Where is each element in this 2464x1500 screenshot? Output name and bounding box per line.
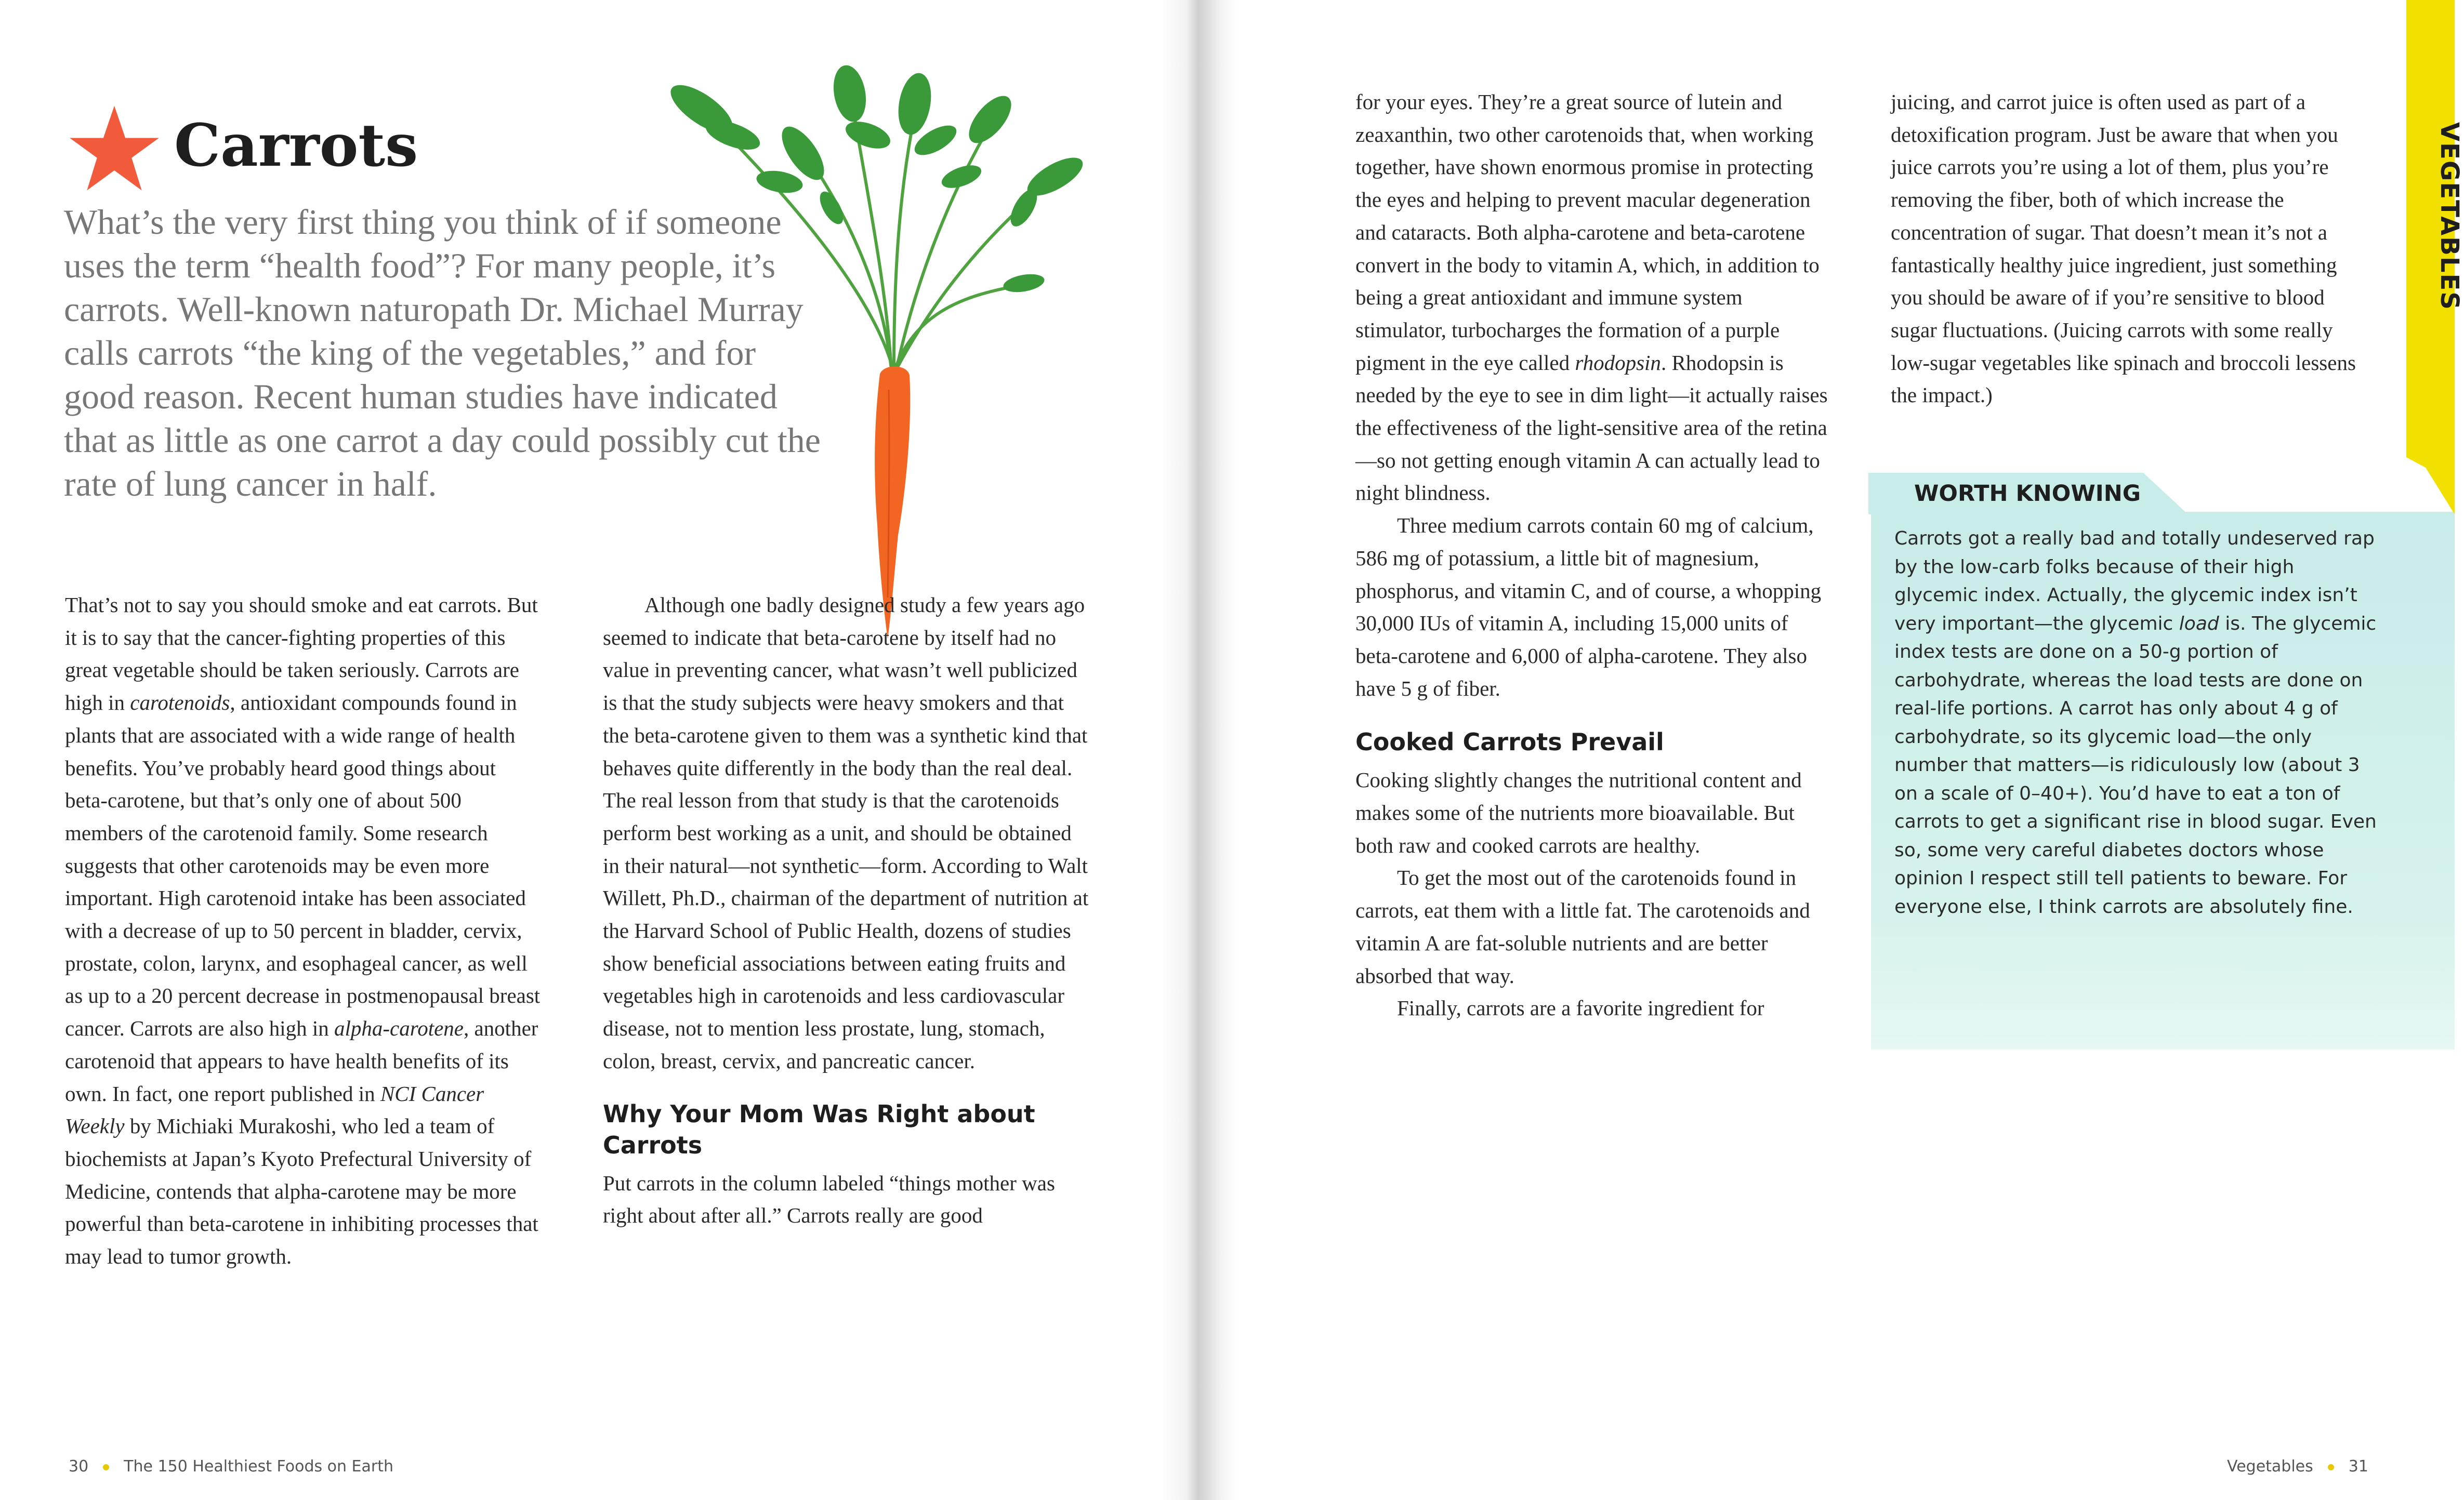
paragraph: To get the most out of the carotenoids found in carrots, eat them with a little fat. The carotenoids and vitamin A are fat-soluble nutrients and are better absorbed that way. [1355, 866, 1810, 988]
section-heading: Cooked Carrots Prevail [1355, 728, 1664, 756]
paragraph: Three medium carrots contain 60 mg of calcium, 586 mg of potassium, a little bit of magnesium, phosphorus, and vitamin C, and of course, a whopping 30,000 IUs of vitamin A, including 15,000 units of beta-carotene and 6,000 of alpha-carotene. They also have 5 g of fiber. [1355, 513, 1822, 700]
sidebar-text [1894, 525, 2380, 921]
section-tab-label: VEGETABLES [2435, 122, 2464, 311]
body-column-1 [65, 589, 543, 1273]
text-run: That’s not to say you should smoke and eat carrots. But it is to say that the cancer-fighting properties of this great vegetable should be taken seriously. Carrots are high in [65, 593, 538, 715]
sidebar-title: WORTH KNOWING [1914, 481, 2141, 507]
text-run: Carrots got a really bad and totally undeserved rap by the low-carb folks because of their high glycemic index. Actually, the glycemic index isn’t very important—the glycemic [1894, 528, 2375, 634]
book-title: The 150 Healthiest Foods on Earth [124, 1457, 394, 1476]
paragraph: Finally, carrots are a favorite ingredient for [1397, 996, 1764, 1020]
red-star-icon [68, 104, 161, 192]
body-column-2 [603, 589, 1089, 1232]
page-number: 30 [69, 1457, 89, 1476]
body-column-4 [1891, 86, 2358, 411]
text-run: . Rhodopsin is needed by the eye to see in dim light—it actually raises the effectiveness of the light-sensitive area of the retina—so not getting enough vitamin A can actually lead to night blindness. [1355, 350, 1828, 505]
right-page-footer [2227, 1457, 2368, 1476]
lede-paragraph: What’s the very first thing you think of if someone uses the term “health food”? For many people, it’s carrots. Well-known naturopath Dr. Michael Murray calls carrots “the king of the vegetables,” and for good reason. Recent human studies have indicated that as little as one carrot a day could possibly cut the rate of lung cancer in half. [64, 202, 821, 503]
text-run: , antioxidant compounds found in plants that are associated with a wide range of health benefits. You’ve probably heard good things about beta-carotene, but that’s only one of about 500 members of the carotenoid family. Some research suggests that other carotenoids may be even more important. High carotenoid intake has been associated with a decrease of up to 50 percent in bladder, cervix, prostate, colon, larynx, and esophageal cancer, as well as up to a 20 percent decrease in postmenopausal breast cancer. Carrots are also high in [65, 691, 541, 1041]
bullet-dot-icon [2328, 1464, 2334, 1470]
text-run: for your eyes. They’re a great source of lutein and zeaxanthin, two other carotenoids that, when working together, have shown enormous promise in protecting the eyes and helping to prevent macular degeneration and cataracts. Both alpha-carotene and beta-carotene convert in the body to vitamin A, which, in addition to being a great antioxidant and immune system stimulator, turbocharges the formation of a purple pigment in the eye called [1355, 90, 1820, 375]
emphasis-term: rhodopsin [1575, 350, 1661, 375]
paragraph: Although one badly designed study a few years ago seemed to indicate that beta-carotene by itself had no value in preventing cancer, what wasn’t well publicized is that the study subjects were heavy smokers and that the beta-carotene given to them was a synthetic kind that behaves quite differently in the body than the real deal. The real lesson from that study is that the carotenoids perform best working as a unit, and should be obtained in their natural—not synthetic—form. According to Walt Willett, Ph.D., chairman of the department of nutrition at the Harvard School of Public Health, dozens of studies show beneficial associations between eating fruits and vegetables high in carotenoids and less cardiovascular disease, not to mention less prostate, lung, stomach, colon, breast, cervix, and pancreatic cancer. [603, 593, 1089, 1073]
page-number: 31 [2348, 1457, 2368, 1476]
section-name: Vegetables [2227, 1457, 2313, 1476]
emphasis-term: carotenoids [130, 691, 230, 715]
paragraph: Put carrots in the column labeled “things mother was right about after all.” Carrots really are good [603, 1171, 1055, 1228]
emphasis-term: alpha-carotene [334, 1016, 464, 1041]
text-run: by Michiaki Murakoshi, who led a team of biochemists at Japan’s Kyoto Prefectural University of Medicine, contends that alpha-carotene may be more powerful than beta-carotene in inhibiting processes that may lead to tumor growth. [65, 1114, 538, 1269]
emphasis-term: load [2179, 613, 2219, 634]
paragraph: Cooking slightly changes the nutritional content and makes some of the nutrients more bioavailable. But both raw and cooked carrots are healthy. [1355, 768, 1802, 857]
page-title: Carrots [174, 112, 418, 180]
left-page-footer [69, 1457, 393, 1476]
carrot-illustration [624, 26, 1091, 649]
body-column-3 [1355, 86, 1834, 1025]
text-run: , another carotenoid that appears to have health benefits of its own. In fact, one report published in [65, 1016, 538, 1106]
bullet-dot-icon [103, 1464, 109, 1470]
paragraph [1355, 86, 1834, 509]
paragraph: juicing, and carrot juice is often used as part of a detoxification program. Just be aware that when you juice carrots you’re using a lot of them, plus you’re removing the fiber, both of which increase the concentration of sugar. That doesn’t mean it’s not a fantastically healthy juice ingredient, just something you should be aware of if you’re sensitive to blood sugar fluctuations. (Juicing carrots with some really low-sugar vegetables like spinach and broccoli lessens the impact.) [1891, 90, 2356, 407]
book-gutter [1159, 0, 1237, 1500]
text-run: is. The glycemic index tests are done on a 50-g portion of carbohydrate, whereas the load tests are done on real-life portions. A carrot has only about 4 g of carbohydrate, so its glycemic load—the only number that matters—is ridiculously low (about 3 on a scale of 0–40+). You’d have to eat a ton of carrots to get a significant rise in blood sugar. Even so, some very careful diabetes doctors whose opinion I respect still tell patients to beware. For everyone else, I think carrots are absolutely fine. [1894, 613, 2377, 918]
paragraph [65, 589, 543, 1273]
publication-title: NCI Cancer Weekly [65, 1081, 484, 1138]
section-heading: Why Your Mom Was Right about Carrots [603, 1099, 1035, 1159]
